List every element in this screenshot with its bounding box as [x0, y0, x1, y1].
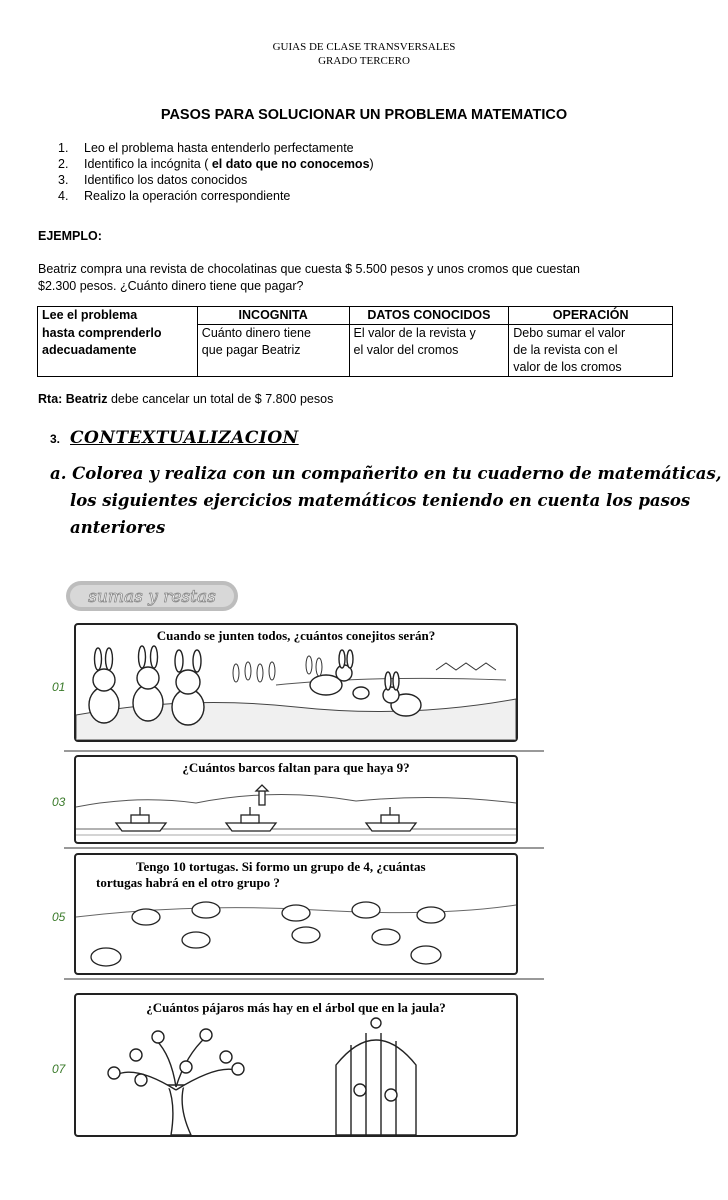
exercise-number: 01 — [52, 680, 66, 694]
header-line-1: GUIAS DE CLASE TRANSVERSALES — [272, 41, 456, 53]
header-line-2: GRADO TERCERO — [318, 55, 410, 67]
exercise-number: 03 — [52, 795, 66, 809]
step-item: 4. Realizo la operación correspondiente — [58, 189, 291, 203]
section-divider — [64, 978, 544, 980]
table-header: OPERACIÓN — [509, 307, 673, 325]
table-header: DATOS CONOCIDOS — [349, 307, 509, 325]
exercise-question: ¿Cuántos barcos faltan para que haya 9? — [182, 760, 410, 775]
section-divider — [64, 750, 544, 752]
svg-text:sumas y restas: sumas y restas — [88, 587, 216, 607]
exercise-panel-birds — [74, 993, 518, 1137]
exercise-number: 07 — [52, 1062, 66, 1076]
exercise-panel-boats — [74, 755, 518, 844]
problem-text: Beatriz compra una revista de chocolatinas que cuesta $ 5.500 pesos y unos cromos que cuestan $2.300 pesos. ¿Cuánto dinero tiene que pagar? — [38, 262, 580, 293]
sumas-restas-logo — [64, 578, 240, 614]
exercise-panel-turtles — [74, 853, 518, 975]
page-title: PASOS PARA SOLUCIONAR UN PROBLEMA MATEMATICO — [160, 107, 568, 123]
exercise-panel-rabbits — [74, 623, 518, 742]
table-header: Lee el problema — [38, 307, 198, 325]
step-item: 2. Identifico la incógnita ( el dato que no conocemos) — [58, 157, 374, 171]
section-heading: 3. CONTEXTUALIZACION — [50, 428, 299, 448]
page-header — [0, 40, 728, 68]
step-item: 3. Identifico los datos conocidos — [58, 173, 248, 187]
table-row: valor de los cromos — [38, 359, 673, 377]
section-divider — [64, 847, 544, 849]
birds-illustration — [76, 995, 516, 1135]
exercise-question: Tengo 10 tortugas. Si formo un grupo de 4, ¿cuántas tortugas habrá en el otro grupo ? — [96, 859, 426, 890]
table-row: hasta comprenderlo Cuánto dinero tiene El valor de la revista y Debo sumar el valor — [38, 325, 673, 343]
example-table — [37, 306, 673, 377]
table-header: INCOGNITA — [197, 307, 349, 325]
example-label: EJEMPLO: — [38, 229, 102, 243]
exercise-question: ¿Cuántos pájaros más hay en el árbol que en la jaula? — [146, 1000, 446, 1015]
table-row: adecuadamente que pagar Beatriz el valor del cromos de la revista con el — [38, 342, 673, 359]
instruction-text: a. Colorea y realiza con un compañerito en tu cuaderno de matemáticas, los siguientes ejercicios matemáticos teniendo en cuenta los pasos anteriores — [50, 464, 722, 537]
exercise-number: 05 — [52, 910, 66, 924]
step-item: 1. Leo el problema hasta entenderlo perfectamente — [58, 141, 354, 155]
steps-list — [58, 140, 374, 204]
table-header-row — [38, 307, 673, 325]
exercise-question: Cuando se junten todos, ¿cuántos conejitos serán? — [156, 628, 436, 643]
answer-text: Rta: Beatriz debe cancelar un total de $ 7.800 pesos — [38, 392, 334, 406]
